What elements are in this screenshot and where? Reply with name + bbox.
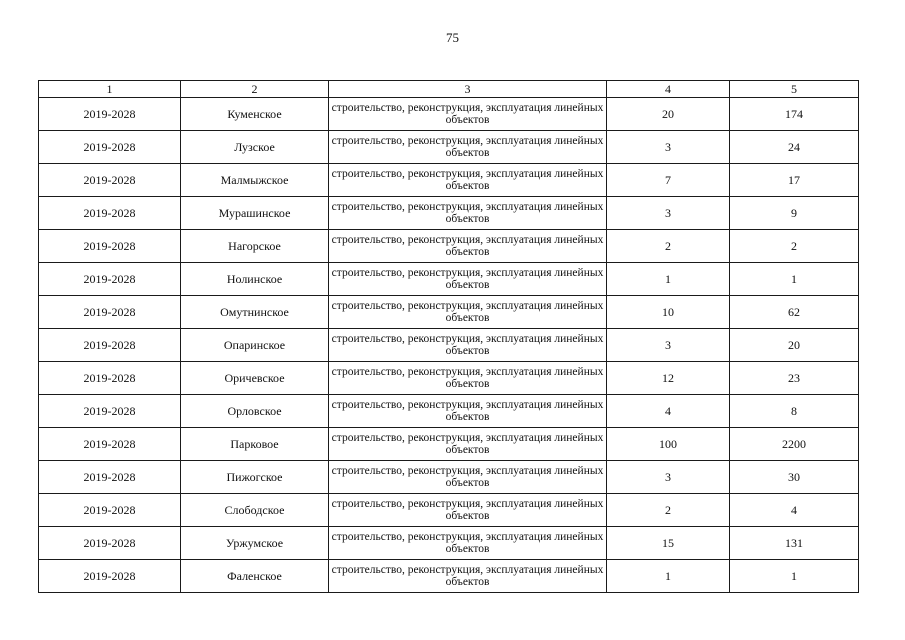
cell-col4: 2 [607,494,730,527]
cell-col4: 12 [607,362,730,395]
cell-col4: 100 [607,428,730,461]
cell-settlement: Лузское [181,131,329,164]
cell-col4: 4 [607,395,730,428]
table-row [39,263,859,296]
cell-period: 2019-2028 [39,527,181,560]
cell-period: 2019-2028 [39,329,181,362]
table-row [39,395,859,428]
cell-settlement: Парковое [181,428,329,461]
cell-settlement: Мурашинское [181,197,329,230]
cell-settlement: Нагорское [181,230,329,263]
table-row [39,230,859,263]
cell-description: строительство, реконструкция, эксплуатация линейных объектов [329,362,607,395]
cell-period: 2019-2028 [39,428,181,461]
table-row [39,329,859,362]
cell-period: 2019-2028 [39,98,181,131]
cell-period: 2019-2028 [39,197,181,230]
cell-col5: 131 [730,527,859,560]
cell-col4: 3 [607,329,730,362]
cell-settlement: Фаленское [181,560,329,593]
cell-col5: 1 [730,560,859,593]
cell-col4: 1 [607,263,730,296]
cell-col4: 1 [607,560,730,593]
cell-description: строительство, реконструкция, эксплуатация линейных объектов [329,329,607,362]
cell-description: строительство, реконструкция, эксплуатация линейных объектов [329,263,607,296]
table-row [39,428,859,461]
table-row [39,296,859,329]
table-row [39,362,859,395]
cell-col5: 62 [730,296,859,329]
cell-col4: 2 [607,230,730,263]
header-col-2: 2 [181,81,329,98]
table-row [39,494,859,527]
cell-col4: 7 [607,164,730,197]
cell-description: строительство, реконструкция, эксплуатация линейных объектов [329,428,607,461]
cell-description: строительство, реконструкция, эксплуатация линейных объектов [329,560,607,593]
cell-col4: 3 [607,131,730,164]
table-row [39,527,859,560]
cell-col4: 3 [607,197,730,230]
table-row [39,197,859,230]
cell-description: строительство, реконструкция, эксплуатация линейных объектов [329,230,607,263]
cell-col4: 3 [607,461,730,494]
table-row [39,560,859,593]
table-row [39,131,859,164]
cell-description: строительство, реконструкция, эксплуатация линейных объектов [329,494,607,527]
cell-period: 2019-2028 [39,560,181,593]
cell-settlement: Пижогское [181,461,329,494]
page-number: 75 [446,30,459,45]
table-body [39,98,859,593]
cell-col4: 15 [607,527,730,560]
cell-period: 2019-2028 [39,164,181,197]
cell-col5: 9 [730,197,859,230]
table-row [39,461,859,494]
cell-col4: 10 [607,296,730,329]
cell-col5: 23 [730,362,859,395]
cell-settlement: Оричевское [181,362,329,395]
cell-settlement: Омутнинское [181,296,329,329]
cell-period: 2019-2028 [39,263,181,296]
cell-period: 2019-2028 [39,131,181,164]
cell-settlement: Слободское [181,494,329,527]
cell-settlement: Малмыжское [181,164,329,197]
cell-period: 2019-2028 [39,296,181,329]
cell-period: 2019-2028 [39,395,181,428]
cell-description: строительство, реконструкция, эксплуатация линейных объектов [329,131,607,164]
cell-period: 2019-2028 [39,362,181,395]
cell-description: строительство, реконструкция, эксплуатация линейных объектов [329,197,607,230]
cell-description: строительство, реконструкция, эксплуатация линейных объектов [329,395,607,428]
cell-col5: 8 [730,395,859,428]
cell-description: строительство, реконструкция, эксплуатация линейных объектов [329,98,607,131]
header-col-5: 5 [730,81,859,98]
data-table [38,80,859,593]
cell-settlement: Опаринское [181,329,329,362]
cell-description: строительство, реконструкция, эксплуатация линейных объектов [329,296,607,329]
table-row [39,164,859,197]
cell-description: строительство, реконструкция, эксплуатация линейных объектов [329,461,607,494]
header-col-4: 4 [607,81,730,98]
cell-col5: 174 [730,98,859,131]
cell-col5: 20 [730,329,859,362]
cell-period: 2019-2028 [39,461,181,494]
cell-settlement: Куменское [181,98,329,131]
cell-col5: 1 [730,263,859,296]
cell-col5: 24 [730,131,859,164]
cell-col5: 2200 [730,428,859,461]
cell-period: 2019-2028 [39,494,181,527]
table-row [39,98,859,131]
header-col-1: 1 [39,81,181,98]
cell-col5: 2 [730,230,859,263]
cell-settlement: Орловское [181,395,329,428]
cell-description: строительство, реконструкция, эксплуатация линейных объектов [329,527,607,560]
cell-description: строительство, реконструкция, эксплуатация линейных объектов [329,164,607,197]
cell-settlement: Нолинское [181,263,329,296]
cell-period: 2019-2028 [39,230,181,263]
table-header-row [39,81,859,98]
cell-col5: 4 [730,494,859,527]
cell-settlement: Уржумское [181,527,329,560]
cell-col5: 17 [730,164,859,197]
cell-col5: 30 [730,461,859,494]
header-col-3: 3 [329,81,607,98]
cell-col4: 20 [607,98,730,131]
